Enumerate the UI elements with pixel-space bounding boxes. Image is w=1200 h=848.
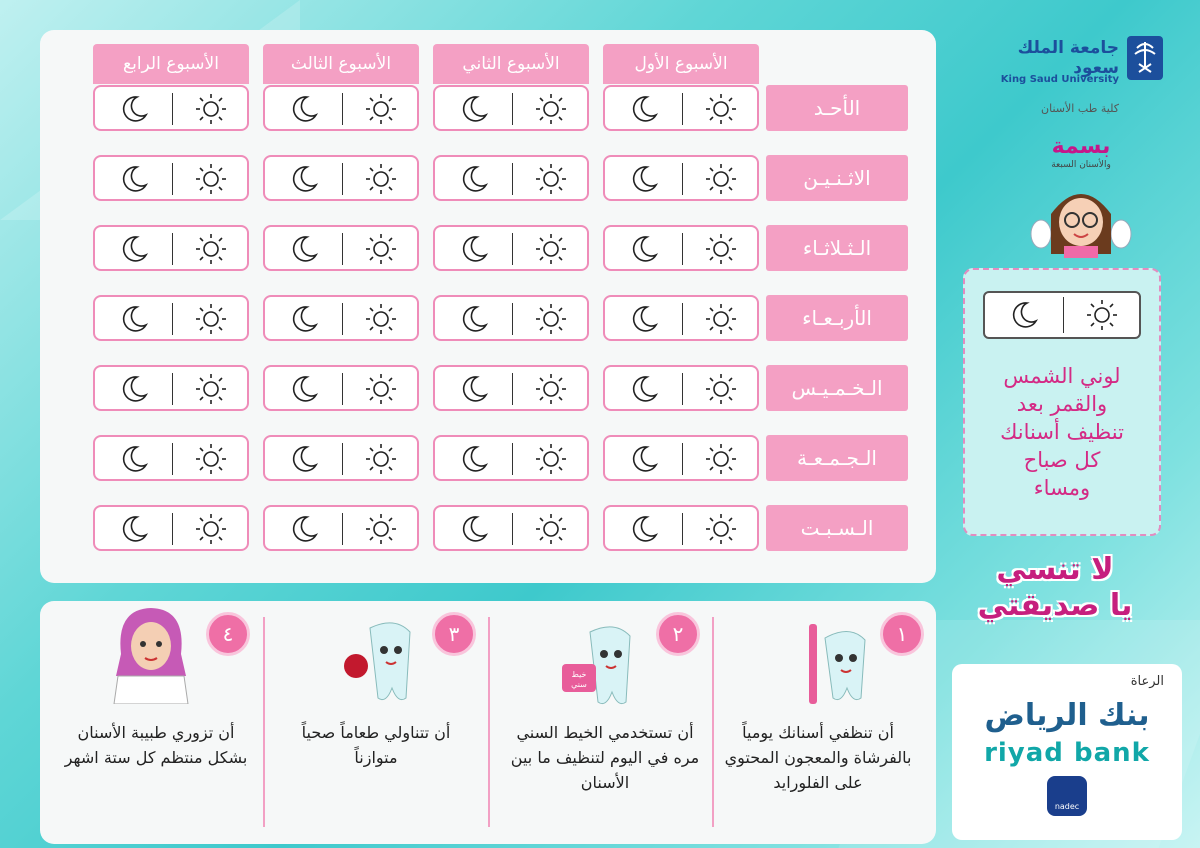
tip-text: أن تنظفي أسنانك يومياً بالفرشاة والمعجون المحتوي على الفلورايد — [724, 723, 912, 792]
sun-icon[interactable] — [364, 92, 398, 126]
cell-divider — [682, 443, 683, 475]
week-4-cell[interactable] — [93, 295, 249, 341]
tip-separator — [263, 617, 265, 827]
tip-separator — [488, 617, 490, 827]
moon-icon[interactable] — [627, 512, 661, 546]
cell-divider — [172, 233, 173, 265]
sun-icon[interactable] — [194, 92, 228, 126]
day-row — [93, 155, 908, 201]
week-1-cell[interactable] — [603, 365, 759, 411]
week-1-cell[interactable] — [603, 435, 759, 481]
cell-divider — [342, 93, 343, 125]
week-3-cell[interactable] — [263, 365, 419, 411]
moon-icon[interactable] — [117, 232, 151, 266]
legend-text — [971, 362, 1153, 502]
moon-icon[interactable] — [287, 372, 321, 406]
week-3-cell[interactable] — [263, 295, 419, 341]
cell-divider — [512, 443, 513, 475]
sun-icon[interactable] — [534, 372, 568, 406]
cell-divider — [342, 373, 343, 405]
sun-icon[interactable] — [704, 232, 738, 266]
moon-icon[interactable] — [287, 512, 321, 546]
university-logo — [975, 34, 1165, 130]
legend-box — [963, 268, 1161, 536]
sun-icon[interactable] — [364, 372, 398, 406]
sun-icon[interactable] — [364, 302, 398, 336]
legend-line: لوني الشمس — [1003, 364, 1121, 388]
week-4-cell[interactable] — [93, 435, 249, 481]
slogan-line-2: يا صديقتي — [977, 588, 1133, 623]
sun-icon[interactable] — [364, 512, 398, 546]
cell-divider — [172, 163, 173, 195]
day-label: الأحـد — [766, 85, 908, 131]
day-label: الاثـنـيـن — [766, 155, 908, 201]
cell-divider — [512, 373, 513, 405]
bank-name-en: riyad bank — [984, 738, 1150, 768]
week-1-cell[interactable] — [603, 85, 759, 131]
mascot-subtitle: والأسنان السبعة — [1051, 160, 1111, 170]
legend-icons — [983, 291, 1141, 339]
tip-separator — [712, 617, 714, 827]
week-4-cell[interactable] — [93, 365, 249, 411]
sun-icon[interactable] — [194, 372, 228, 406]
cell-divider — [172, 93, 173, 125]
week-header-2: الأسبوع الثاني — [433, 44, 589, 84]
college-name: كلية طب الأسنان — [1041, 102, 1119, 115]
apple-tooth-icon — [340, 618, 420, 708]
week-2-cell[interactable] — [433, 435, 589, 481]
nadec-label: nadec — [1054, 802, 1080, 811]
week-1-cell[interactable] — [603, 225, 759, 271]
cell-divider — [682, 233, 683, 265]
dentist-icon — [106, 604, 196, 704]
moon-icon[interactable] — [287, 92, 321, 126]
cell-divider — [682, 303, 683, 335]
moon-icon[interactable] — [457, 162, 491, 196]
nadec-logo — [1047, 776, 1087, 816]
sun-icon[interactable] — [364, 232, 398, 266]
tip-number-badge: ١ — [880, 612, 924, 656]
sun-icon[interactable] — [704, 372, 738, 406]
week-4-cell[interactable] — [93, 85, 249, 131]
legend-line: تنظيف أسنانك — [1000, 420, 1124, 444]
sun-icon[interactable] — [534, 512, 568, 546]
cell-divider — [342, 303, 343, 335]
moon-icon[interactable] — [627, 162, 661, 196]
legend-line: والقمر بعد — [1016, 392, 1108, 416]
moon-icon[interactable] — [457, 92, 491, 126]
moon-icon[interactable] — [117, 162, 151, 196]
week-2-cell[interactable] — [433, 85, 589, 131]
moon-icon[interactable] — [287, 162, 321, 196]
mascot — [1026, 134, 1136, 258]
moon-icon[interactable] — [287, 232, 321, 266]
week-3-cell[interactable] — [263, 155, 419, 201]
week-1-cell[interactable] — [603, 295, 759, 341]
cell-divider — [342, 443, 343, 475]
cell-divider — [512, 93, 513, 125]
cell-divider — [682, 513, 683, 545]
mascot-title: بسمة — [1051, 134, 1111, 159]
moon-icon[interactable] — [457, 512, 491, 546]
day-label: الأربـعـاء — [766, 295, 908, 341]
university-name-en: King Saud University — [1000, 74, 1119, 85]
sun-icon[interactable] — [194, 512, 228, 546]
cell-divider — [172, 513, 173, 545]
moon-icon[interactable] — [117, 442, 151, 476]
legend-line: ومساء — [1033, 476, 1091, 500]
moon-icon[interactable] — [117, 302, 151, 336]
moon-icon[interactable] — [457, 372, 491, 406]
sun-icon[interactable] — [534, 302, 568, 336]
sun-icon[interactable] — [704, 512, 738, 546]
moon-icon[interactable] — [117, 372, 151, 406]
cell-divider — [342, 513, 343, 545]
sun-icon[interactable] — [534, 442, 568, 476]
cell-divider — [172, 373, 173, 405]
legend-line: كل صباح — [1023, 448, 1101, 472]
sponsors-label: الرعاة — [1130, 674, 1164, 689]
week-4-cell[interactable] — [93, 155, 249, 201]
week-2-cell[interactable] — [433, 225, 589, 271]
cell-divider — [682, 163, 683, 195]
day-row — [93, 295, 908, 341]
day-row — [93, 505, 908, 551]
tip-number-badge: ٤ — [206, 612, 250, 656]
cell-divider — [172, 443, 173, 475]
moon-icon[interactable] — [457, 232, 491, 266]
sun-icon[interactable] — [194, 302, 228, 336]
week-4-cell[interactable] — [93, 505, 249, 551]
day-row — [93, 435, 908, 481]
week-header-1: الأسبوع الأول — [603, 44, 759, 84]
sun-icon[interactable] — [534, 232, 568, 266]
sun-icon[interactable] — [704, 442, 738, 476]
week-3-cell[interactable] — [263, 435, 419, 481]
sponsors-box — [952, 664, 1182, 840]
moon-icon[interactable] — [627, 232, 661, 266]
week-4-cell[interactable] — [93, 225, 249, 271]
week-3-cell[interactable] — [263, 225, 419, 271]
moon-icon[interactable] — [627, 372, 661, 406]
moon-icon[interactable] — [287, 442, 321, 476]
sun-icon[interactable] — [194, 232, 228, 266]
sun-icon[interactable] — [704, 302, 738, 336]
week-2-cell[interactable] — [433, 155, 589, 201]
week-1-cell[interactable] — [603, 505, 759, 551]
moon-icon[interactable] — [117, 92, 151, 126]
week-2-cell[interactable] — [433, 295, 589, 341]
cell-divider — [342, 233, 343, 265]
tip-text: أن تزوري طبيبة الأسنان بشكل منتظم كل ستة اشهر — [64, 723, 248, 767]
moon-icon[interactable] — [117, 512, 151, 546]
tip-text: أن تتناولي طعاماً صحياً متوازناً — [301, 723, 451, 767]
week-1-cell[interactable] — [603, 155, 759, 201]
cell-divider — [172, 303, 173, 335]
week-header-3: الأسبوع الثالث — [263, 44, 419, 84]
moon-icon[interactable] — [287, 302, 321, 336]
tip-number-badge: ٢ — [656, 612, 700, 656]
day-row — [93, 85, 908, 131]
cell-divider — [342, 163, 343, 195]
moon-icon[interactable] — [627, 92, 661, 126]
moon-icon[interactable] — [457, 442, 491, 476]
sun-icon[interactable] — [704, 162, 738, 196]
moon-icon[interactable] — [627, 302, 661, 336]
week-2-cell[interactable] — [433, 365, 589, 411]
week-3-cell[interactable] — [263, 85, 419, 131]
day-row — [93, 225, 908, 271]
university-name-ar: جامعة الملك سعود — [1017, 38, 1119, 78]
moon-icon[interactable] — [457, 302, 491, 336]
sun-icon[interactable] — [194, 162, 228, 196]
week-2-cell[interactable] — [433, 505, 589, 551]
day-label: الـسـبـت — [766, 505, 908, 551]
cell-divider — [512, 233, 513, 265]
sun-icon[interactable] — [704, 92, 738, 126]
cell-divider — [682, 93, 683, 125]
day-label: الـثـلاثـاء — [766, 225, 908, 271]
cell-divider — [512, 513, 513, 545]
sun-icon[interactable] — [194, 442, 228, 476]
cell-divider — [512, 303, 513, 335]
day-label: الـخـمـيـس — [766, 365, 908, 411]
moon-icon — [1007, 298, 1041, 332]
slogan — [960, 552, 1150, 624]
toothbrush-tooth-icon — [795, 618, 875, 708]
legend-divider — [1063, 297, 1064, 333]
girl-mascot-icon — [1026, 174, 1136, 258]
day-label: الـجـمـعـة — [766, 435, 908, 481]
cell-divider — [512, 163, 513, 195]
sun-icon[interactable] — [534, 162, 568, 196]
sun-icon[interactable] — [534, 92, 568, 126]
sun-icon — [1085, 298, 1119, 332]
sun-icon[interactable] — [364, 162, 398, 196]
sun-icon[interactable] — [364, 442, 398, 476]
day-row — [93, 365, 908, 411]
bank-name-ar: بنك الرياض — [984, 698, 1150, 733]
palm-emblem-icon — [1125, 34, 1165, 84]
week-header-4: الأسبوع الرابع — [93, 44, 249, 84]
floss-tooth-icon — [560, 622, 650, 712]
floss-label: خيط سني — [571, 670, 587, 689]
slogan-line-1: لا تنسي — [996, 552, 1114, 587]
week-3-cell[interactable] — [263, 505, 419, 551]
tip-text: أن تستخدمي الخيط السني مره في اليوم لتنظيف ما بين الأسنان — [510, 723, 700, 792]
moon-icon[interactable] — [627, 442, 661, 476]
tip-number-badge: ٣ — [432, 612, 476, 656]
cell-divider — [682, 373, 683, 405]
